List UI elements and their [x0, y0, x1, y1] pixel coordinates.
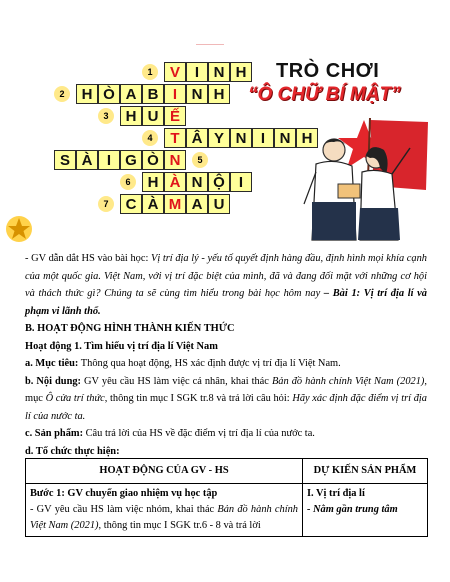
table-row: [26, 484, 428, 537]
activity-table: [25, 458, 428, 537]
crossword-cell: À: [164, 172, 186, 192]
crossword-cell: N: [186, 172, 208, 192]
content-label: b. Nội dung:: [25, 375, 82, 387]
crossword-cell: S: [54, 150, 76, 170]
crossword-cell: Ộ: [208, 172, 230, 192]
crossword-cell: C: [120, 194, 142, 214]
table-header-product: DỰ KIẾN SẢN PHẨM: [303, 459, 428, 484]
crossword-cell: H: [120, 106, 142, 126]
crossword-cell: H: [208, 84, 230, 104]
crossword-cell: Ò: [142, 150, 164, 170]
crossword-cell: N: [230, 128, 252, 148]
students-flag-illustration: [300, 112, 435, 242]
content-italic1: Bản đồ hành chính Việt Nam (2021): [271, 375, 425, 387]
crossword-cell: Y: [208, 128, 230, 148]
crossword-cell: N: [186, 84, 208, 104]
lesson-text: [25, 250, 427, 460]
content-text1: GV yêu cầu HS làm việc cá nhân, khai thác: [81, 375, 272, 387]
crossword-cell: V: [164, 62, 186, 82]
crossword-cell: A: [120, 84, 142, 104]
intro-italic: Vị trí địa lý - yếu tố quyết định hàng đầu, định hình mọi khía cạnh của một quốc gia. Việt Nam, với vị trí đặc biệt của mình, đã và đang đối mặt với những cơ hội và thách thức gì? Chúng ta sẽ cùng tìm hiểu trong bài học hôm nay: [25, 253, 427, 299]
step1-italic: Bản đồ hành chính Việt Nam (2021): [30, 504, 298, 531]
crossword-cell: A: [186, 194, 208, 214]
intro-lesson-title: – Bài 1: Vị trí địa lí và phạm vi lãnh thổ.: [25, 288, 427, 317]
goal-label: a. Mục tiêu:: [25, 358, 79, 369]
goal-paragraph: [25, 355, 427, 373]
crossword-cell: I: [252, 128, 274, 148]
crossword-cell: N: [208, 62, 230, 82]
product-text: Câu trả lời của HS về đặc điểm vị trí địa lí của nước ta.: [83, 428, 315, 439]
goal-text: Thông qua hoạt động, HS xác định được vị trí địa lí Việt Nam.: [78, 358, 341, 369]
crossword-row-number: 1: [142, 64, 158, 80]
product-point: - Nằm gần trung tâm: [307, 504, 398, 515]
table-cell-activity: [26, 484, 303, 537]
game-title-line1: TRÒ CHƠI: [276, 60, 380, 82]
activity1-heading: Hoạt động 1. Tìm hiểu vị trí địa lí Việt Nam: [25, 340, 218, 352]
table-cell-product: [303, 484, 428, 537]
crossword-cell: N: [274, 128, 296, 148]
step1-text-b: , thông tin mục I SGK tr.6 - 8 và trả lời: [98, 520, 261, 531]
crossword-cell: Ế: [164, 106, 186, 126]
crossword-cell: G: [120, 150, 142, 170]
crossword-row-number: 2: [54, 86, 70, 102]
crossword-cell: À: [142, 194, 164, 214]
step1-heading: Bước 1: GV chuyển giao nhiệm vụ học tập: [30, 488, 218, 499]
product-paragraph: [25, 425, 427, 443]
crossword-row-number: 6: [120, 174, 136, 190]
crossword-cell: I: [230, 172, 252, 192]
crossword-puzzle: [0, 0, 450, 250]
crossword-cell: Â: [186, 128, 208, 148]
intro-paragraph: [25, 250, 427, 320]
crossword-row-number: 4: [142, 130, 158, 146]
crossword-cell: I: [98, 150, 120, 170]
crossword-cell: I: [186, 62, 208, 82]
crossword-cell: U: [142, 106, 164, 126]
crossword-cell: B: [142, 84, 164, 104]
content-italic2: Ô cửa trí thức: [45, 393, 105, 404]
product-label: c. Sản phẩm:: [25, 428, 84, 439]
crossword-cell: H: [76, 84, 98, 104]
content-text2: , mục: [25, 375, 427, 404]
crossword-row-number: 7: [98, 196, 114, 212]
crossword-row-number: 5: [192, 152, 208, 168]
star-badge-icon: [4, 214, 34, 244]
crossword-cell: H: [296, 128, 318, 148]
section-b-heading: B. HOẠT ĐỘNG HÌNH THÀNH KIẾN THỨC: [25, 323, 235, 334]
step1-text: [30, 502, 298, 534]
step1-text-a: - GV yêu cầu HS làm việc nhóm, khai thác: [30, 504, 218, 515]
table-header-row: [26, 459, 428, 484]
crossword-cell: M: [164, 194, 186, 214]
content-paragraph: [25, 373, 427, 426]
content-italic3: Hãy xác định đặc điểm vị trí địa lí của nước ta.: [25, 393, 427, 422]
crossword-cell: I: [164, 84, 186, 104]
crossword-cell: T: [164, 128, 186, 148]
crossword-cell: U: [208, 194, 230, 214]
game-title-line2: “Ô CHỮ BÍ MẬT”: [248, 84, 401, 105]
crossword-cell: H: [230, 62, 252, 82]
crossword-cell: Ò: [98, 84, 120, 104]
product-title: I. Vị trí địa lí: [307, 488, 365, 499]
content-text3: , thông tin mục I SGK tr.8 và trả lời câu hỏi:: [104, 393, 293, 404]
crossword-cell: À: [76, 150, 98, 170]
organize-heading: d. Tổ chức thực hiện:: [25, 445, 120, 457]
crossword-cell: H: [142, 172, 164, 192]
crossword-row-number: 3: [98, 108, 114, 124]
table-header-activity: HOẠT ĐỘNG CỦA GV - HS: [26, 459, 303, 484]
intro-lead: - GV dẫn dắt HS vào bài học:: [25, 253, 151, 264]
crossword-cell: N: [164, 150, 186, 170]
game-title: [248, 60, 438, 120]
